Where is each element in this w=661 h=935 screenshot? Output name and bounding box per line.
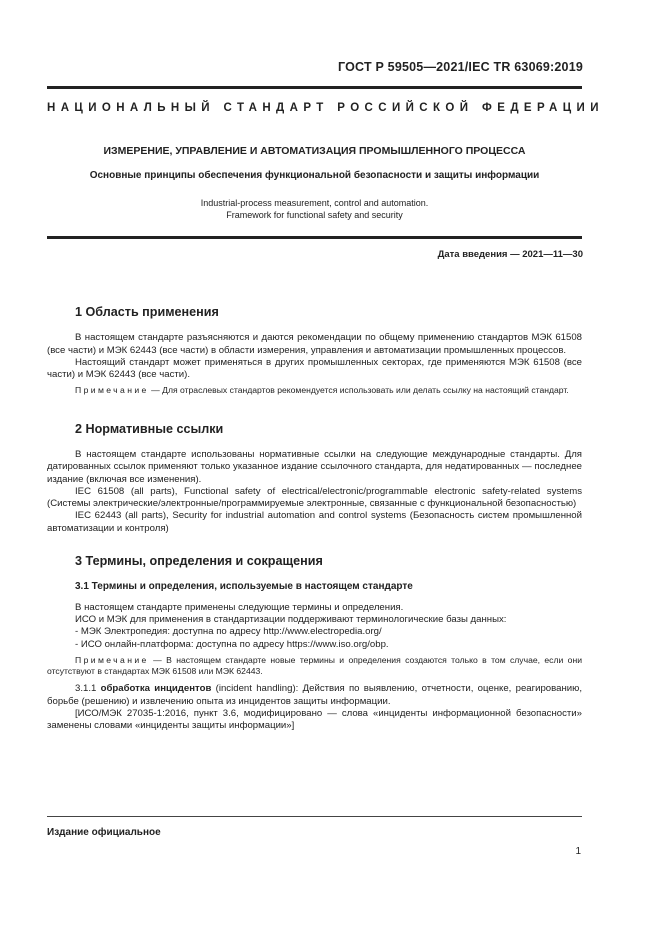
note-label: Примечание <box>75 654 149 665</box>
section-3-heading: 3 Термины, определения и сокращения <box>75 554 323 569</box>
section-2-paragraph-2: IEC 61508 (all parts), Functional safety of electrical/electronic/programmable electronic safety-related systems (Системы электрические/электронные/программируемые электронные, связанные с функциональной безопасностью) <box>47 485 582 510</box>
document-number: ГОСТ Р 59505—2021/IEC TR 63069:2019 <box>338 60 583 74</box>
term-source: [ИСО/МЭК 27035-1:2016, пункт 3.6, модифицировано — слова «инциденты информационной безопасности» заменены словами «инциденты защиты информации»] <box>47 707 582 732</box>
section-3-paragraph-2: ИСО и МЭК для применения в стандартизации поддерживают терминологические базы данных: <box>75 613 507 625</box>
introduction-date: Дата введения — 2021—11—30 <box>437 249 583 260</box>
section-1-paragraph-1: В настоящем стандарте разъясняются и даются рекомендации по общему применению стандартов МЭК 61508 (все части) и МЭК 62443 (все части) в области измерения, управления и автоматизации промышленных процессов. <box>47 332 582 356</box>
note-text: — Для отраслевых стандартов рекомендуется использовать или делать ссылку на настоящий стандарт. <box>148 385 569 396</box>
note-label: Примечание <box>75 385 149 396</box>
term-number: 3.1.1 <box>75 683 101 695</box>
term-3-1-1 <box>47 683 582 708</box>
term-name: обработка инцидентов <box>100 683 212 695</box>
english-title-line-2: Framework for functional safety and security <box>226 210 403 220</box>
subsection-3-1-heading: 3.1 Термины и определения, используемые в настоящем стандарте <box>75 581 413 593</box>
english-title-line-1: Industrial-process measurement, control and automation. <box>200 198 429 208</box>
section-2-paragraph-1: В настоящем стандарте использованы нормативные ссылки на следующие международные стандарты. Для датированных ссылок применяют только указанное издание ссылочного стандарта, для недатированных — последнее издание (включая все изменения). <box>47 448 582 485</box>
section-1-note <box>47 385 582 396</box>
section-3-note <box>47 655 582 677</box>
national-standard-banner: НАЦИОНАЛЬНЫЙ СТАНДАРТ РОССИЙСКОЙ ФЕДЕРАЦИИ <box>47 102 604 114</box>
header-rule <box>47 86 582 89</box>
section-2-paragraph-3: IEC 62443 (all parts), Security for industrial automation and control systems (Безопасность систем промышленной автоматизации и контроля) <box>47 510 582 534</box>
document-subtitle: Основные принципы обеспечения функциональной безопасности и защиты информации <box>89 170 540 181</box>
term-definition: (incident handling): Действия по выявлению, отчетности, оценке, реагированию, борьбе (решению) и извлечению опыта из инцидентов защиты информации. <box>47 683 582 707</box>
list-item: - МЭК Электропедия: доступна по адресу http://www.electropedia.org/ <box>75 626 382 638</box>
official-edition-label: Издание официальное <box>47 827 161 838</box>
english-title <box>47 197 582 221</box>
list-item: - ИСО онлайн-платформа: доступна по адресу https://www.iso.org/obp. <box>75 638 389 650</box>
section-1-heading: 1 Область применения <box>75 305 219 319</box>
note-text: — В настоящем стандарте новые термины и определения создаются только в том случае, если они отсутствуют в стандартах МЭК 61508 или МЭК 62443. <box>47 654 582 677</box>
section-1-paragraph-2: Настоящий стандарт может применяться в других промышленных секторах, где применяются МЭК 61508 (все части) и МЭК 62443 (все части). <box>47 356 582 381</box>
document-body <box>47 306 582 732</box>
page-number: 1 <box>575 846 581 857</box>
title-rule <box>47 236 582 239</box>
section-3-paragraph-1: В настоящем стандарте применены следующие термины и определения. <box>75 601 404 613</box>
footer-rule <box>47 816 582 817</box>
terminology-databases-list <box>47 626 582 651</box>
document-title: ИЗМЕРЕНИЕ, УПРАВЛЕНИЕ И АВТОМАТИЗАЦИЯ ПРОМЫШЛЕННОГО ПРОЦЕССА <box>103 145 526 157</box>
section-2-heading: 2 Нормативные ссылки <box>75 421 224 436</box>
